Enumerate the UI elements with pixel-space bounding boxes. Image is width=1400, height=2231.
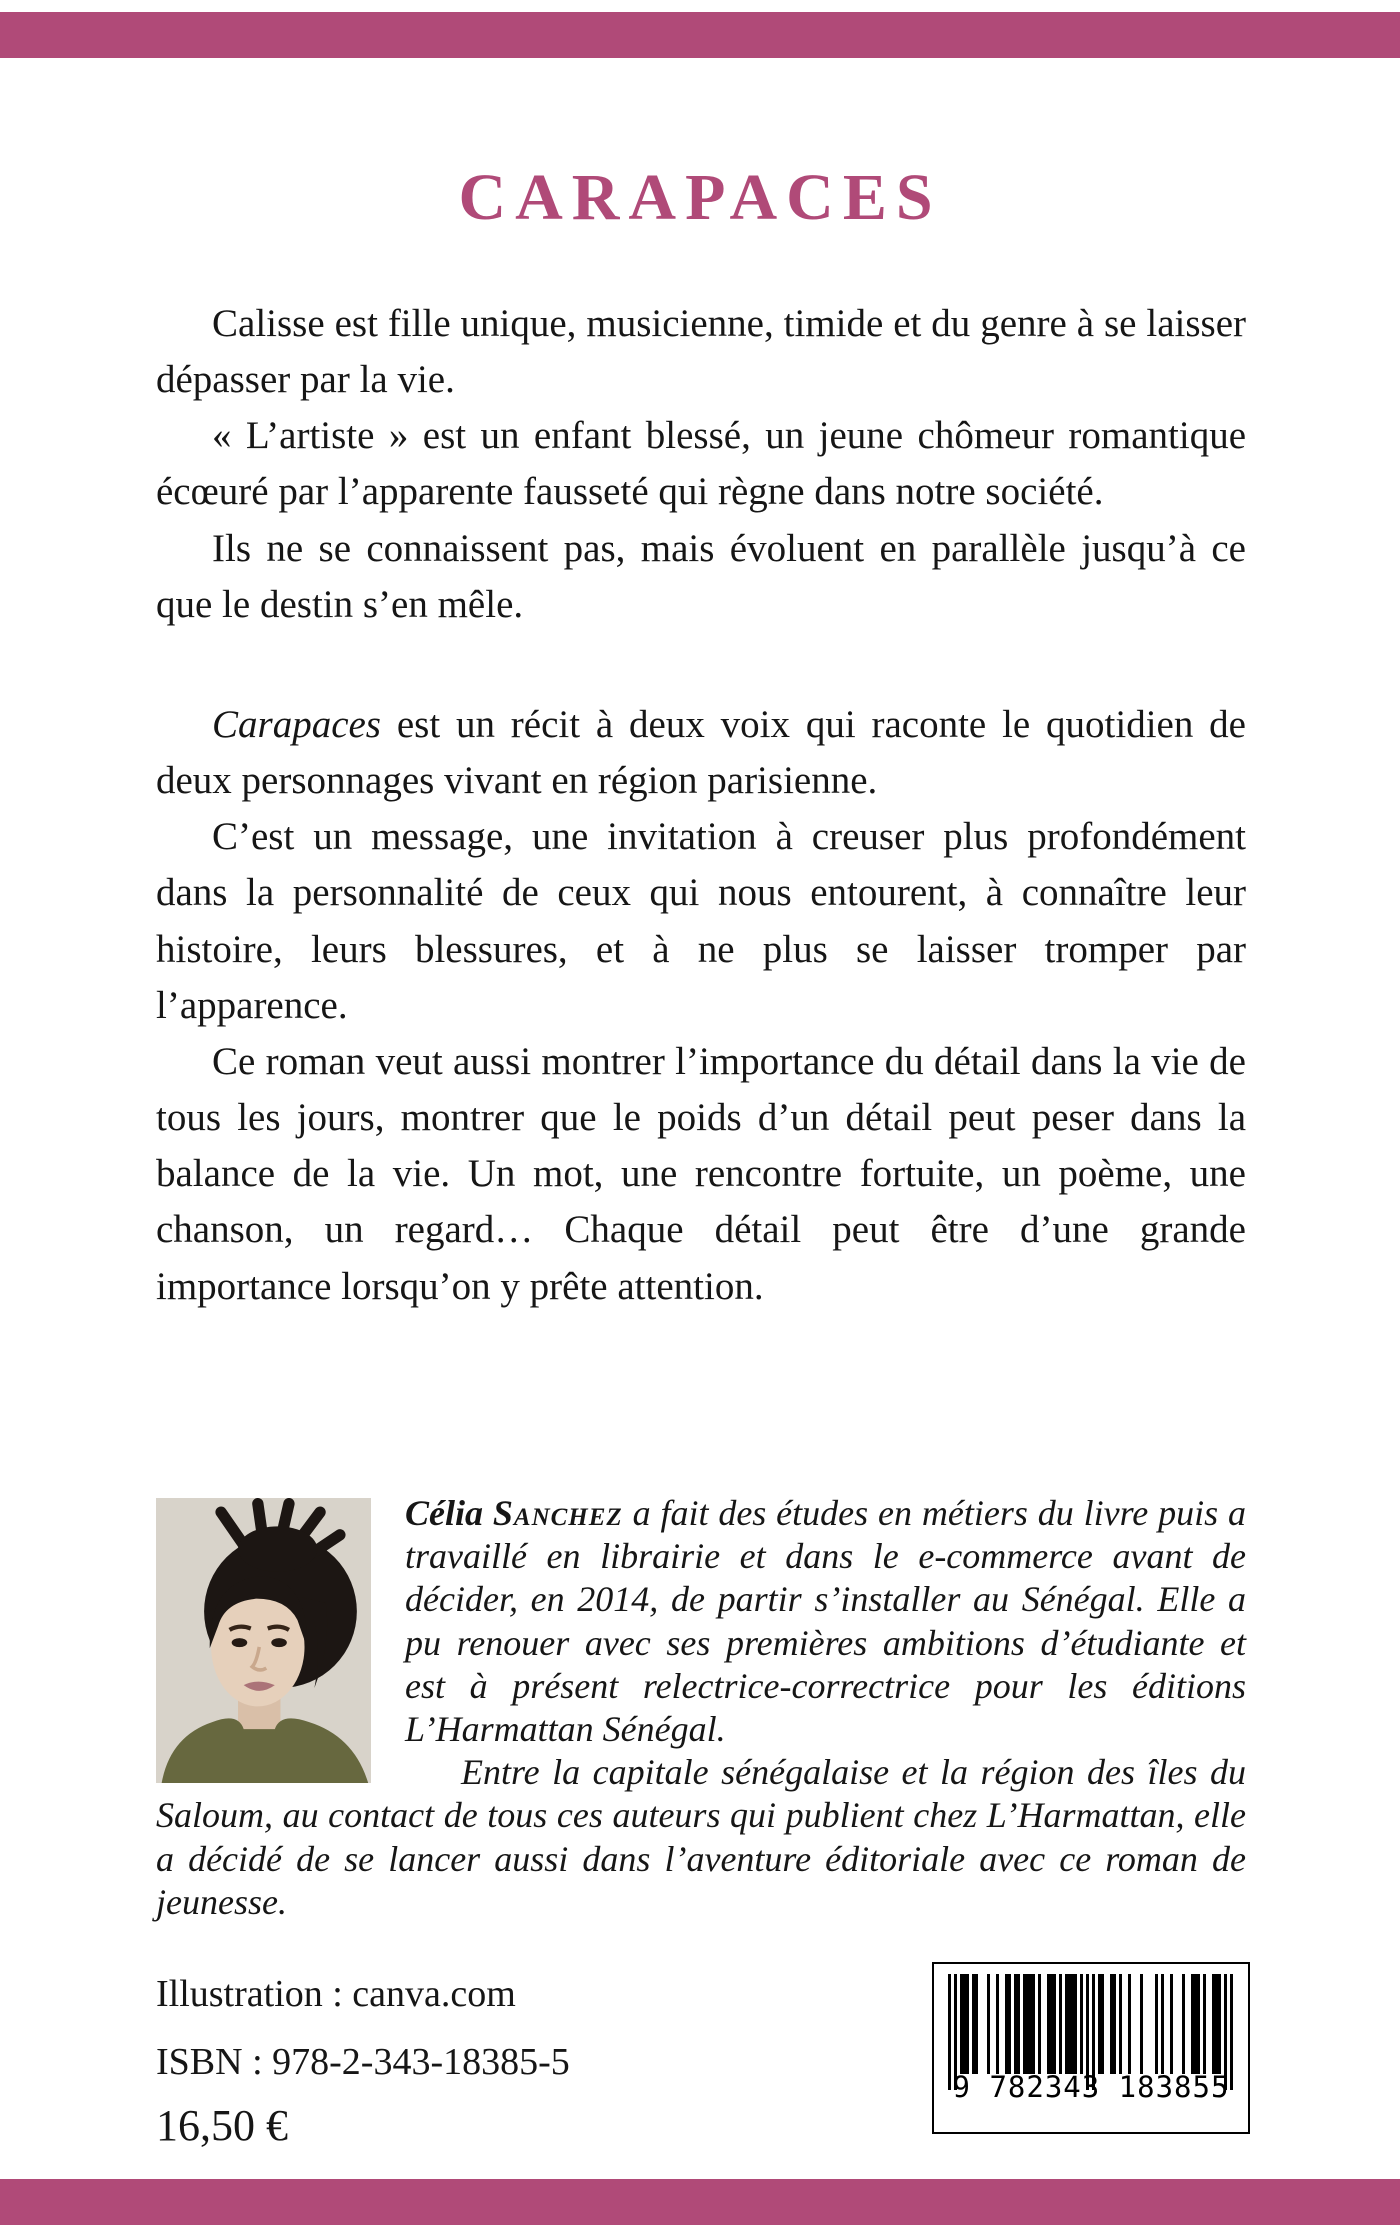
- isbn: ISBN : 978-2-343-18385-5: [156, 2041, 570, 2083]
- author-portrait-illustration: [156, 1498, 371, 1783]
- synopsis-paragraph-5: C’est un message, une invitation à creuser plus profondément dans la personnalité de ceux qui nous entourent, à connaître leur histoire, leurs blessures, et à ne plus se laisser tromper par l’apparence.: [156, 815, 1246, 1027]
- synopsis-paragraph-4: [156, 697, 1246, 809]
- barcode-number: 9 782343 183855: [952, 2070, 1230, 2104]
- book-title: CARAPACES: [458, 161, 942, 234]
- author-last-name: Sanchez: [492, 1493, 623, 1533]
- author-first-name: Célia: [405, 1493, 483, 1533]
- synopsis-paragraph-2: « L’artiste » est un enfant blessé, un jeune chômeur romantique écœuré par l’apparente fausseté qui règne dans notre société.: [156, 414, 1246, 514]
- book-title-reference: Carapaces: [212, 702, 381, 746]
- author-bio: [156, 1492, 1246, 1924]
- price: 16,50 €: [156, 2101, 288, 2150]
- synopsis-paragraph-4-text: est un récit à deux voix qui raconte le quotidien de deux personnages vivant en région parisienne.: [156, 702, 1246, 803]
- synopsis-paragraph-1: Calisse est fille unique, musicienne, timide et du genre à se laisser dépasser par la vie.: [156, 302, 1246, 402]
- bio-paragraph-1-text: a fait des études en métiers du livre puis a travaillé en librairie et dans le e-commerce avant de décider, en 2014, de partir s’installer au Sénégal. Elle a pu renouer avec ses premières ambitions d’étudiante et est à présent relectrice-correctrice pour les éditions L’Harmattan Sénégal.: [405, 1493, 1246, 1749]
- synopsis-paragraph-3: Ils ne se connaissent pas, mais évoluent en parallèle jusqu’à ce que le destin s’en mêle.: [156, 526, 1246, 626]
- author-photo: [156, 1498, 371, 1783]
- synopsis-paragraph-6: Ce roman veut aussi montrer l’importance du détail dans la vie de tous les jours, montrer que le poids d’un détail peut peser dans la balance de la vie. Un mot, une rencontre fortuite, un poème, une chanson, un regard… Chaque détail peut être d’une grande importance lorsqu’on y prête attention.: [156, 1039, 1246, 1308]
- bottom-accent-band: [0, 2179, 1400, 2225]
- bio-paragraph-2: Entre la capitale sénégalaise et la région des îles du Saloum, au contact de tous ces auteurs qui publient chez L’Harmattan, elle a décidé de se lancer aussi dans l’aventure éditoriale avec ce roman de jeunesse.: [156, 1752, 1246, 1922]
- synopsis: [156, 296, 1246, 1315]
- top-accent-band: [0, 12, 1400, 58]
- barcode: [932, 1962, 1250, 2134]
- illustration-credit: Illustration : canva.com: [156, 1973, 516, 2015]
